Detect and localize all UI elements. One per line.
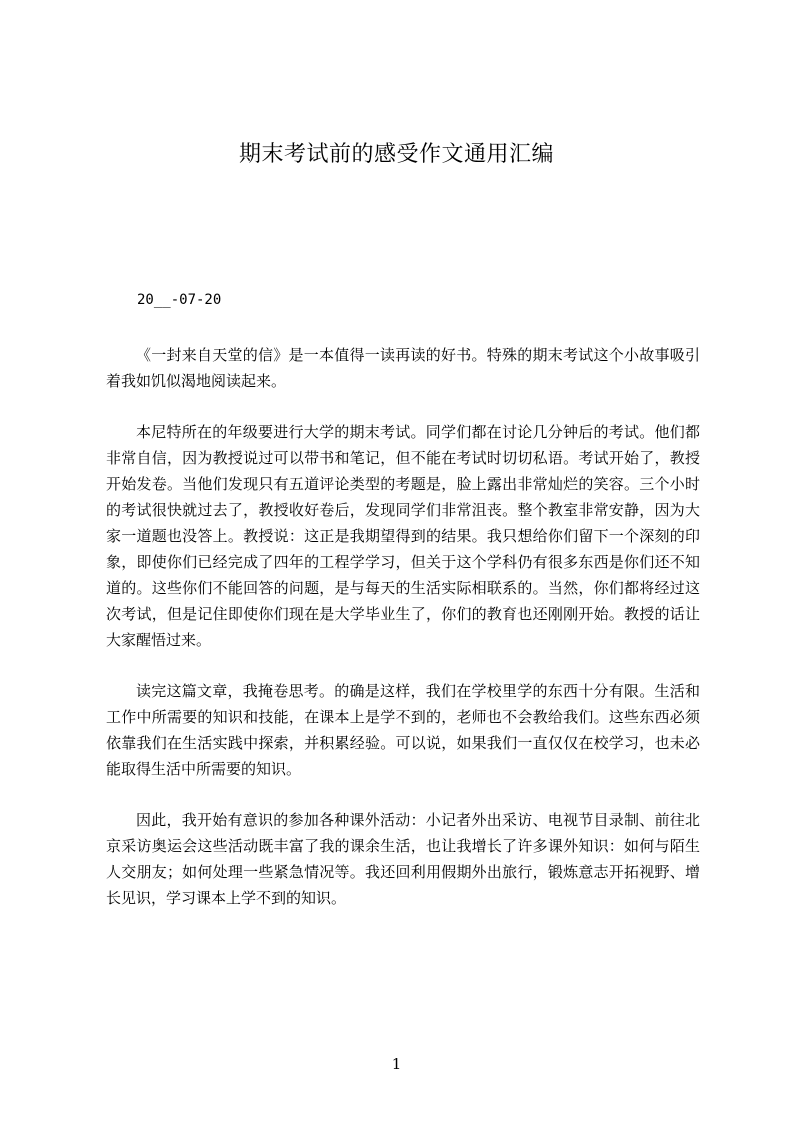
- paragraph-3: 读完这篇文章，我掩卷思考。的确是这样，我们在学校里学的东西十分有限。生活和工作中所需要的知识和技能，在课本上是学不到的，老师也不会教给我们。这些东西必须依靠我们在生活实践中探索，并积累经验。可以说，如果我们一直仅仅在校学习，也未必能取得生活中所需要的知识。: [106, 682, 700, 778]
- page-number: 1: [391, 1055, 402, 1073]
- document-date: 20__-07-20: [137, 292, 222, 308]
- paragraph-2: 本尼特所在的年级要进行大学的期末考试。同学们都在讨论几分钟后的考试。他们都非常自信，因为教授说过可以带书和笔记，但不能在考试时切切私语。考试开始了，教授开始发卷。当他们发现只有五道评论类型的考题是，脸上露出非常灿烂的笑容。三个小时的考试很快就过去了，教授收好卷后，发现同学们非常沮丧。整个教室非常安静，因为大家一道题也没答上。教授说：这正是我期望得到的结果。我只想给你们留下一个深刻的印象，即使你们已经完成了四年的工程学学习，但关于这个学科仍有很多东西是你们还不知道的。这些你们不能回答的问题，是与每天的生活实际相联系的。当然，你们都将经过这次考试，但是记住即使你们现在是大学毕业生了，你们的教育也还刚刚开始。教授的话让大家醒悟过来。: [106, 423, 700, 649]
- paragraph-1: 《一封来自天堂的信》是一本值得一读再读的好书。特殊的期末考试这个小故事吸引着我如饥似渴地阅读起来。: [106, 346, 700, 390]
- document-body: [106, 342, 700, 936]
- document-title: 期末考试前的感受作文通用汇编: [238, 142, 554, 167]
- paragraph-4: 因此，我开始有意识的参加各种课外活动：小记者外出采访、电视节目录制、前往北京采访奥运会这些活动既丰富了我的课余生活，也让我增长了许多课外知识：如何与陌生人交朋友；如何处理一些紧急情况等。我还回利用假期外出旅行，锻炼意志开拓视野、增长见识，学习课本上学不到的知识。: [106, 811, 700, 907]
